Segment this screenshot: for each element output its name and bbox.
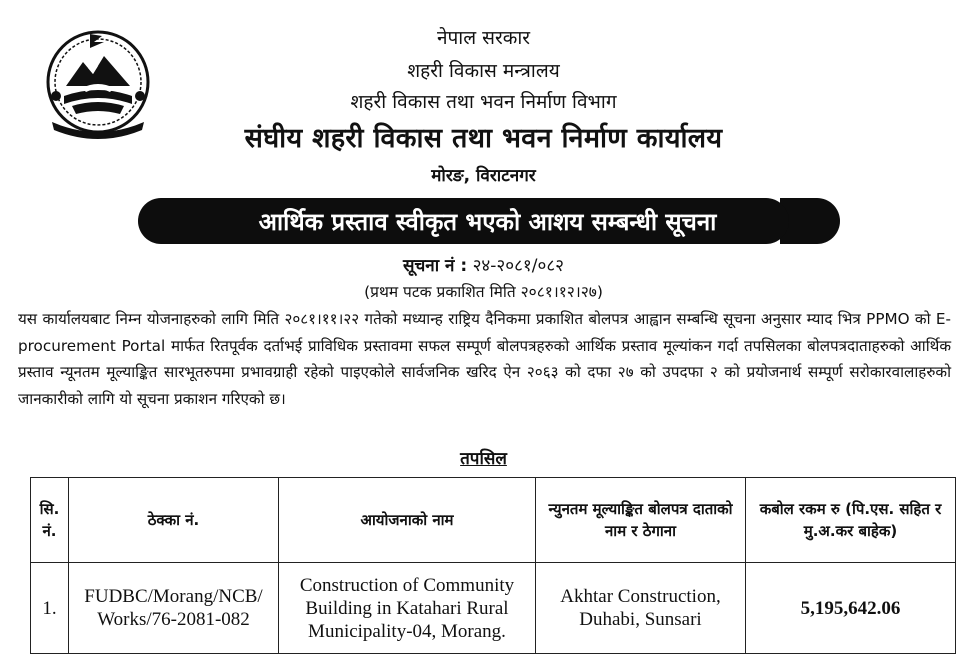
col-header-sn: सि. नं. [31, 478, 69, 563]
col-header-amount: कबोल रकम रु (पि.एस. सहित र मु.अ.कर बाहेक) [746, 478, 956, 563]
banner-cap-right [780, 198, 840, 244]
notice-body: यस कार्यालयबाट निम्न योजनाहरुको लागि मिति २०८१।११।२२ गतेको मध्यान्ह राष्ट्रिय दैनिकमा प्रकाशित बोलपत्र आह्वान सम्बन्धि सूचना अनुसार म्याद भित्र PPMO को E-procurement Portal मार्फत रितपूर्वक दर्ताभई प्राविधिक प्रस्तावमा सफल सम्पूर्ण बोलपत्रहरुको आर्थिक प्रस्ताव मूल्यांकन गर्दा तपसिलका बोलपत्रदाताहरुको आर्थिक प्रस्ताव न्यूनतम मूल्याङ्कित सारभूतरुपमा प्रभावग्राही रहेको पाइएकोले सार्वजनिक खरिद ऐन २०६३ को दफा २७ को उपदफा २ को प्रयोजनार्थ सम्पूर्ण सरोकारवालाहरुको जानकारीको लागि यो सूचना प्रकाशन गरिएको छ। [18, 310, 951, 408]
bid-table [30, 477, 956, 654]
cell-contract-no: FUDBC/Morang/NCB/ Works/76-2081-082 [69, 563, 279, 654]
header-government: नेपाल सरकार [436, 27, 531, 49]
notice-number-value: २४-२०८१/०८२ [472, 256, 565, 276]
col-header-bidder: न्युनतम मूल्याङ्कित बोलपत्र दाताको नाम र ठेगाना [536, 478, 746, 563]
cell-amount: 5,195,642.06 [746, 563, 956, 654]
header-location: मोरङ, विराटनगर [431, 166, 536, 186]
header-office-title: संघीय शहरी विकास तथा भवन निर्माण कार्यालय [244, 123, 723, 154]
notice-banner-title: आर्थिक प्रस्ताव स्वीकृत भएको आशय सम्बन्धी सूचना [258, 207, 717, 236]
emblem-text: नेपाल सरकार [85, 125, 111, 131]
notice-number-label: सूचना नं : [402, 256, 468, 276]
table-row [31, 563, 956, 654]
schedule-heading: तपसिल [460, 449, 507, 469]
table-header-row [31, 478, 956, 563]
header-department: शहरी विकास तथा भवन निर्माण विभाग [350, 91, 617, 113]
header-ministry: शहरी विकास मन्त्रालय [407, 60, 560, 82]
notice-number [0, 253, 967, 276]
notice-banner [186, 198, 789, 244]
cell-sn: 1. [31, 563, 69, 654]
col-header-project: आयोजनाको नाम [279, 478, 536, 563]
col-header-contract-no: ठेक्का नं. [69, 478, 279, 563]
cell-bidder: Akhtar Construction, Duhabi, Sunsari [536, 563, 746, 654]
cell-project: Construction of Community Building in Katahari Rural Municipality-04, Morang. [279, 563, 536, 654]
publication-date: (प्रथम पटक प्रकाशित मिति २०८१।१२।२७) [364, 283, 603, 301]
